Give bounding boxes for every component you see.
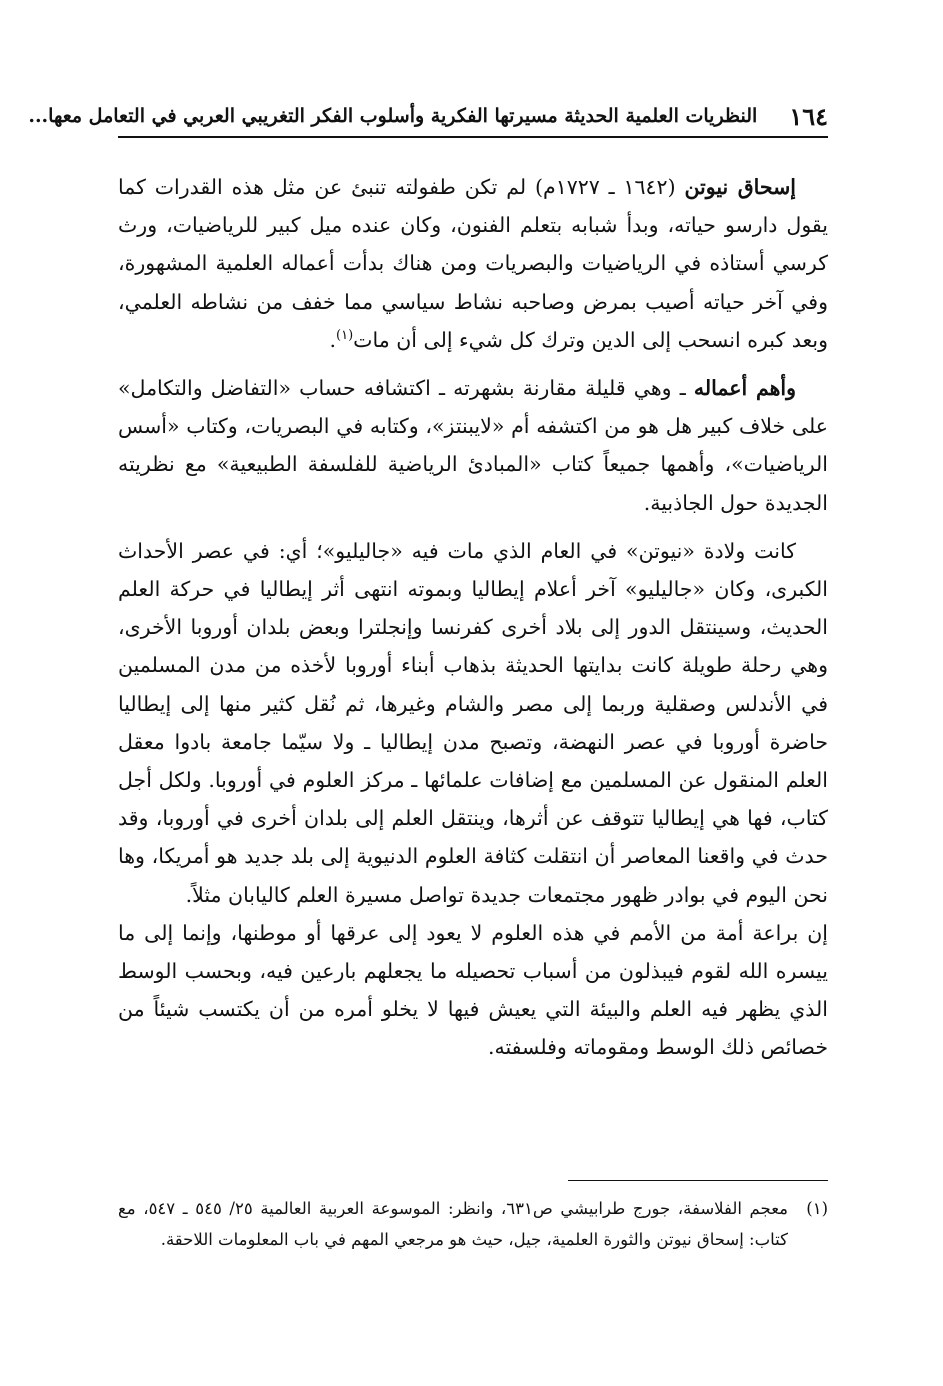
paragraph-lead: وأهم أعماله <box>693 376 796 401</box>
footnote-reference[interactable]: (١) <box>336 327 354 343</box>
paragraph-text: (١٦٤٢ ـ ١٧٢٧م) لم تكن طفولته تنبئ عن مثل هذه القدرات كما يقول دارسو حياته، وبدأ شبابه بتعلم الفنون، وكان عنده ميل كبير للرياضيات، ورث كرسي أستاذه في الرياضيات والبصريات ومن هناك بدأت أعماله العلمية المشهورة، وفي آخر حياته أصيب بمرض وصاحبه نشاط سياسي مما خفف من نشاطه العلمي، وبعد كبره انسحب إلى الدين وترك كل شيء إلى أن مات <box>118 175 828 352</box>
footnote <box>118 1194 828 1255</box>
page-header <box>28 98 828 134</box>
header-rule <box>118 136 828 138</box>
paragraph-text: كانت ولادة «نيوتن» في العام الذي مات فيه «جاليليو»؛ أي: في عصر الأحداث الكبرى، وكان «جاليليو» آخر أعلام إيطاليا وبموته انتهى أثر إيطاليا في حركة العلم الحديث، وسينتقل الدور إلى بلاد أخرى كفرنسا وإنجلترا وبعض بلدان أوروبا الأخرى، وهي رحلة طويلة كانت بدايتها الحديثة بذهاب أبناء أوروبا لأخذه من مدن المسلمين في الأندلس وصقلية وربما إلى مصر والشام وغيرها، ثم نُقل كثير منها إلى إيطاليا حاضرة أوروبا في عصر النهضة، وتصبح مدن إيطاليا ـ ولا سيّما جامعة بادوا معقل العلم المنقول عن المسلمين مع إضافات علمائها ـ مركز العلوم في أوروبا. ولكل أجل كتاب، فها هي إيطاليا تتوقف عن أثرها، وينتقل العلم إلى بلدان أخرى في أوروبا، وقد حدث في واقعنا المعاصر أن انتقلت كثافة العلوم الدنيوية إلى بلد جديد هو أمريكا، وها نحن اليوم في بوادر ظهور مجتمعات جديدة تواصل مسيرة العلم كاليابان مثلاً. <box>118 538 828 907</box>
footnote-rule <box>568 1180 828 1181</box>
paragraph-nations-excellence <box>118 914 828 1067</box>
footnote-mark: (١) <box>806 1199 828 1218</box>
paragraph-text: ـ وهي قليلة مقارنة بشهرته ـ اكتشافه حساب «التفاضل والتكامل» على خلاف كبير هل هو من اكتشفه أم «لايبنتز»، وكتابه في البصريات، وكتاب «أسس الرياضيات»، وأهمها جميعاً كتاب «المبادئ الرياضية للفلسفة الطبيعية» مع نظريته الجديدة حول الجاذبية. <box>118 376 828 515</box>
paragraph-text: إن براعة أمة من الأمم في هذه العلوم لا يعود إلى عرقها أو موطنها، وإنما إلى ما ييسره الله لقوم فيبذلون من أسباب تحصيله ما يجعلهم بارعين فيه، وبحسب الوسط الذي يظهر فيه العلم والبيئة التي يعيش فيها لا يخلو أمره من أن يكتسب شيئاً من خصائص ذلك الوسط ومقوماته وفلسفته. <box>118 920 829 1060</box>
paragraph-end: . <box>329 327 337 352</box>
paragraph-newton-works <box>118 369 828 522</box>
paragraph-lead: إسحاق نيوتن <box>684 175 797 199</box>
paragraph-science-history <box>118 532 828 914</box>
running-title: النظريات العلمية الحديثة مسيرتها الفكرية وأسلوب الفكر التغريبي العربي في التعامل معها... <box>28 105 758 127</box>
page-number: ١٦٤ <box>789 101 828 131</box>
main-text <box>118 168 828 1067</box>
paragraph-newton-bio <box>118 168 828 359</box>
footnote-text: معجم الفلاسفة، جورج طرابيشي ص٦٣١، وانظر: الموسوعة العربية العالمية ٢٥/ ٥٤٥ ـ ٥٤٧، مع كتاب: إسحاق نيوتن والثورة العلمية، جيل، حيث هو مرجعي المهم في باب المعلومات اللاحقة. <box>118 1199 788 1249</box>
